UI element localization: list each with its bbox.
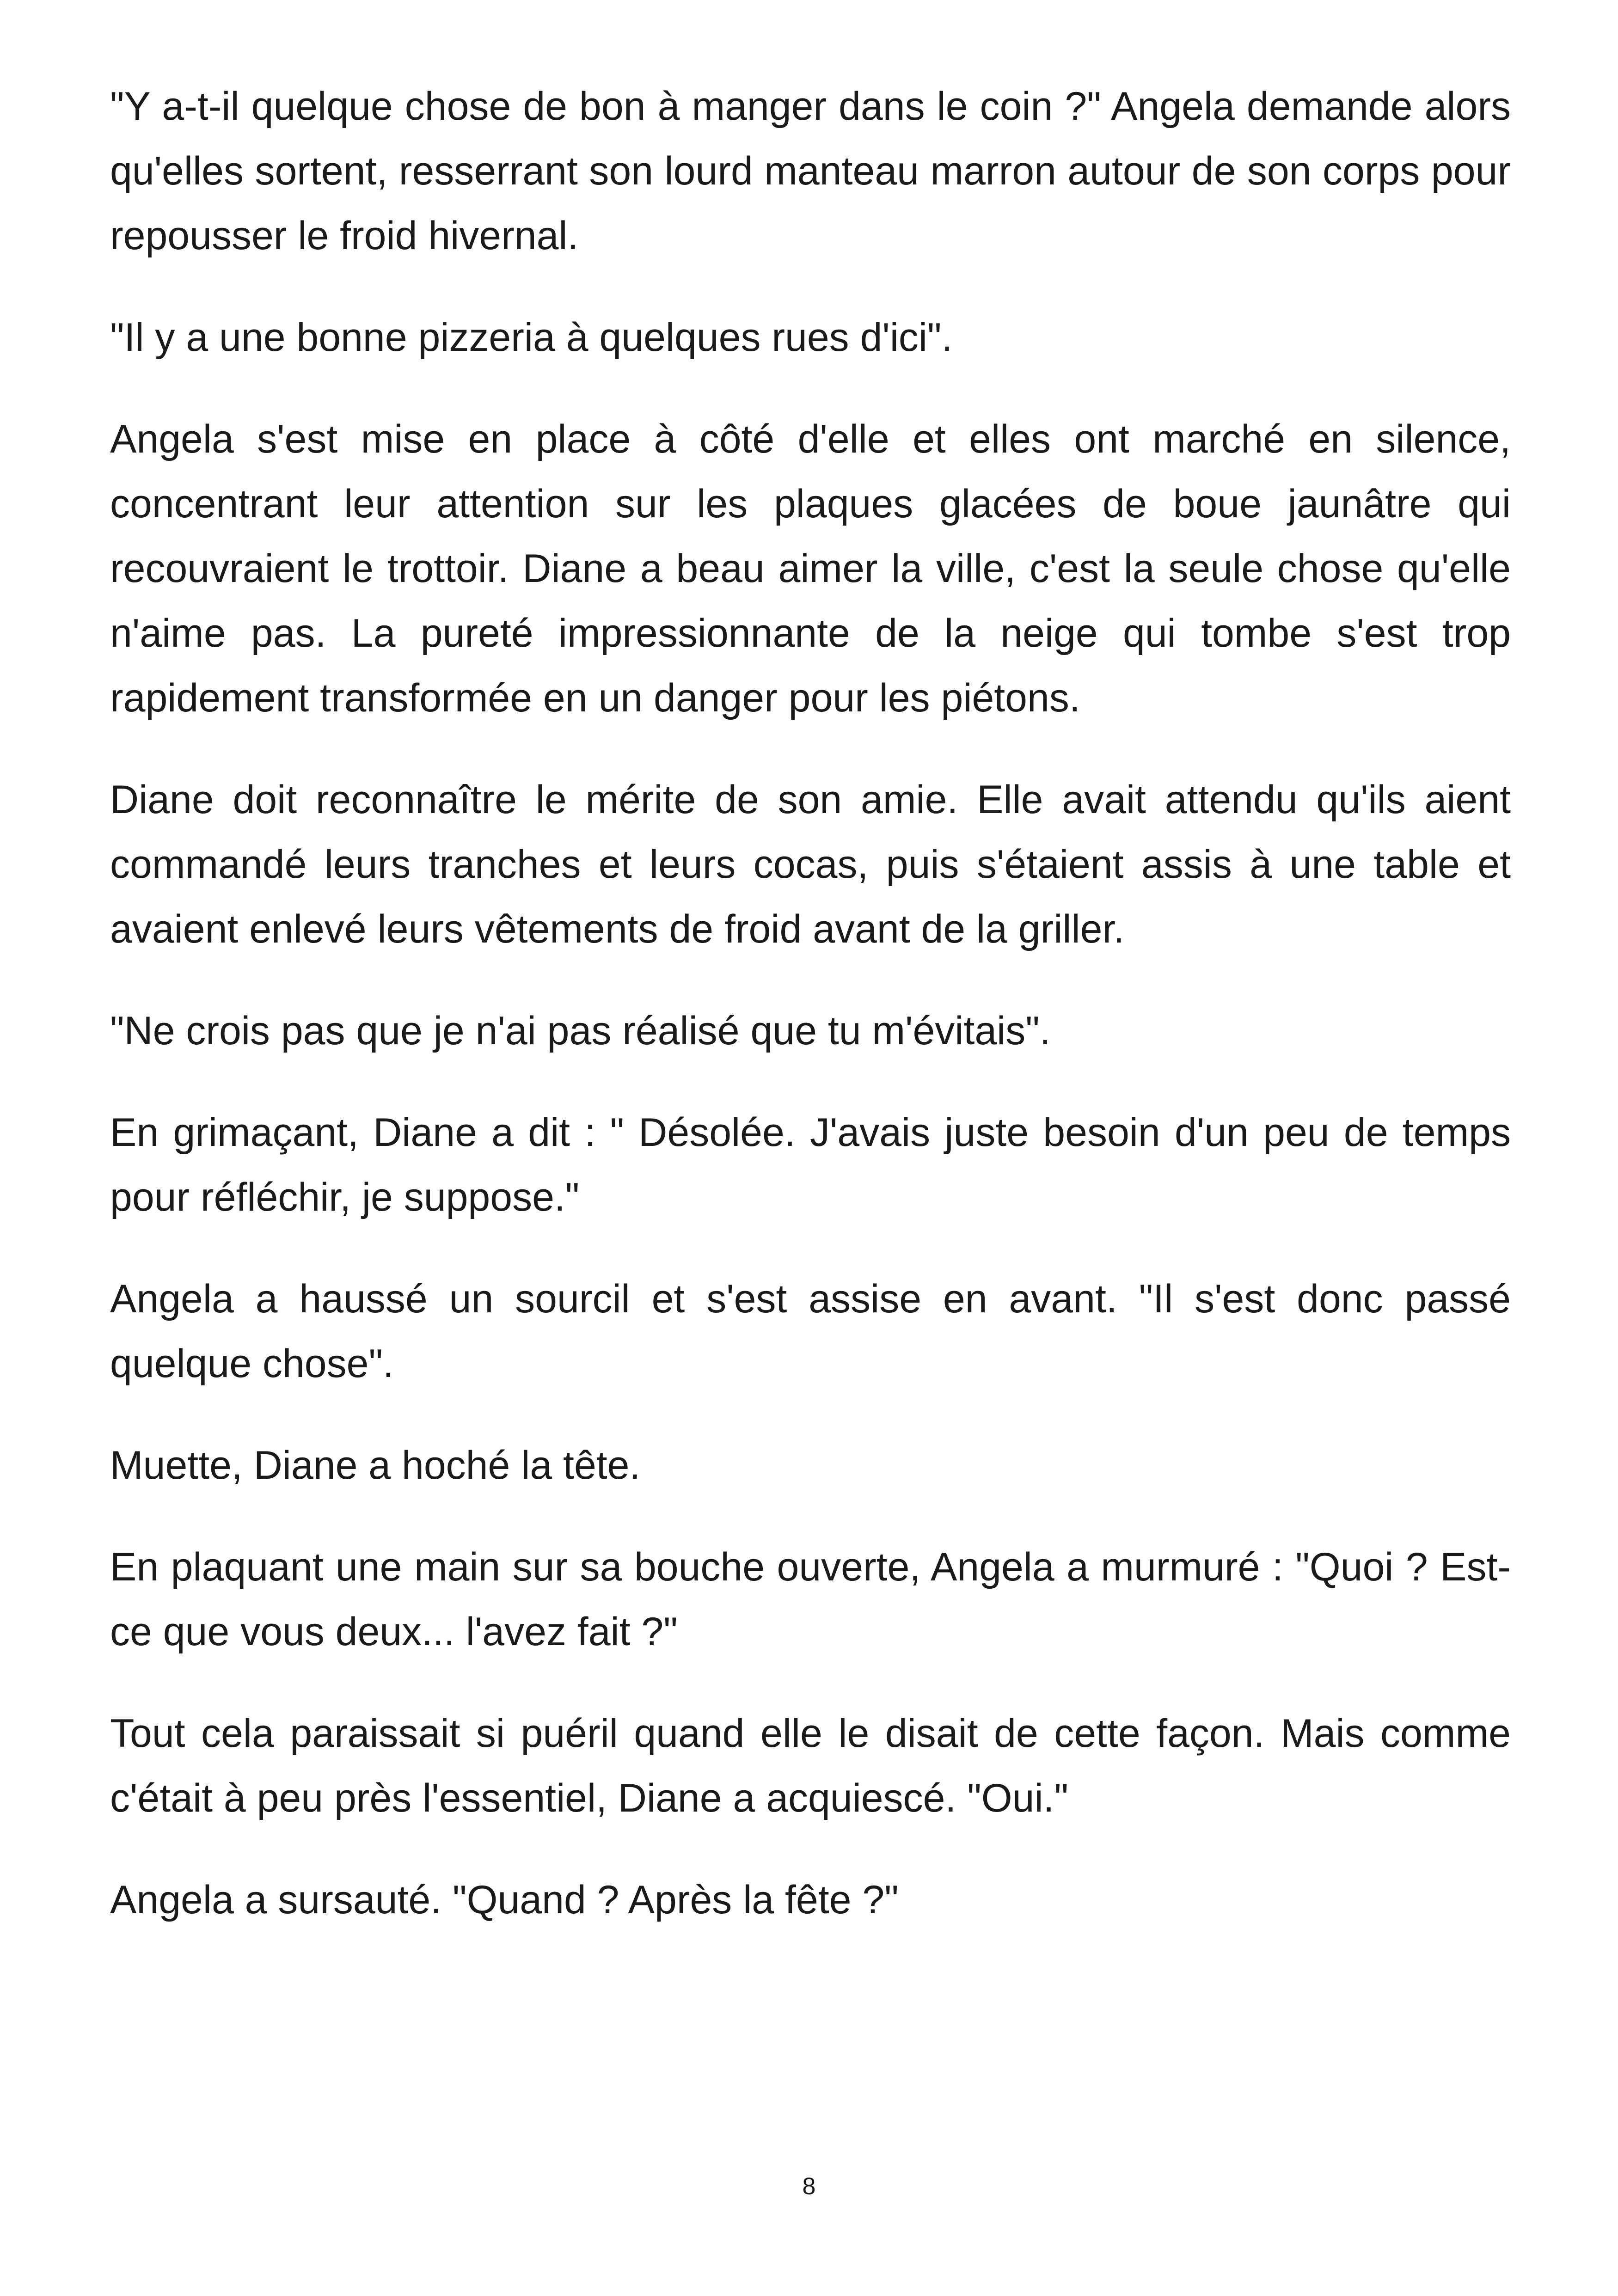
page-number: 8 — [802, 2173, 816, 2200]
paragraph-3: Angela s'est mise en place à côté d'elle et elles ont marché en silence, concentrant leur attention sur les plaques glacées de boue jaunâtre qui recouvraient le trottoir. Diane a beau aimer la ville, c'est la seule chose qu'elle n'aime pas. La pureté impressionnante de la neige qui tombe s'est trop rapidement transformée en un danger pour les piétons. — [110, 417, 1511, 720]
paragraph-1: "Y a-t-il quelque chose de bon à manger dans le coin ?" Angela demande alors qu'elles sortent, resserrant son lourd manteau marron autour de son corps pour repousser le froid hivernal. — [110, 84, 1511, 258]
paragraph-2: "Il y a une bonne pizzeria à quelques rues d'ici". — [110, 315, 953, 360]
paragraph-8: Muette, Diane a hoché la tête. — [110, 1443, 641, 1488]
body-text — [110, 74, 1511, 1969]
paragraph-10: Tout cela paraissait si puéril quand elle le disait de cette façon. Mais comme c'était à peu près l'essentiel, Diane a acquiescé. "Oui." — [110, 1711, 1511, 1820]
paragraph-6: En grimaçant, Diane a dit : " Désolée. J'avais juste besoin d'un peu de temps pour réfléchir, je suppose." — [110, 1110, 1511, 1219]
paragraph-7: Angela a haussé un sourcil et s'est assise en avant. "Il s'est donc passé quelque chose". — [110, 1277, 1511, 1386]
paragraph-4: Diane doit reconnaître le mérite de son amie. Elle avait attendu qu'ils aient commandé leurs tranches et leurs cocas, puis s'étaient assis à une table et avaient enlevé leurs vêtements de froid avant de la griller. — [110, 778, 1511, 951]
paragraph-9: En plaquant une main sur sa bouche ouverte, Angela a murmuré : "Quoi ? Est-ce que vous deux... l'avez fait ?" — [110, 1545, 1511, 1654]
paragraph-11: Angela a sursauté. "Quand ? Après la fête ?" — [110, 1878, 899, 1922]
paragraph-5: "Ne crois pas que je n'ai pas réalisé que tu m'évitais". — [110, 1009, 1051, 1053]
